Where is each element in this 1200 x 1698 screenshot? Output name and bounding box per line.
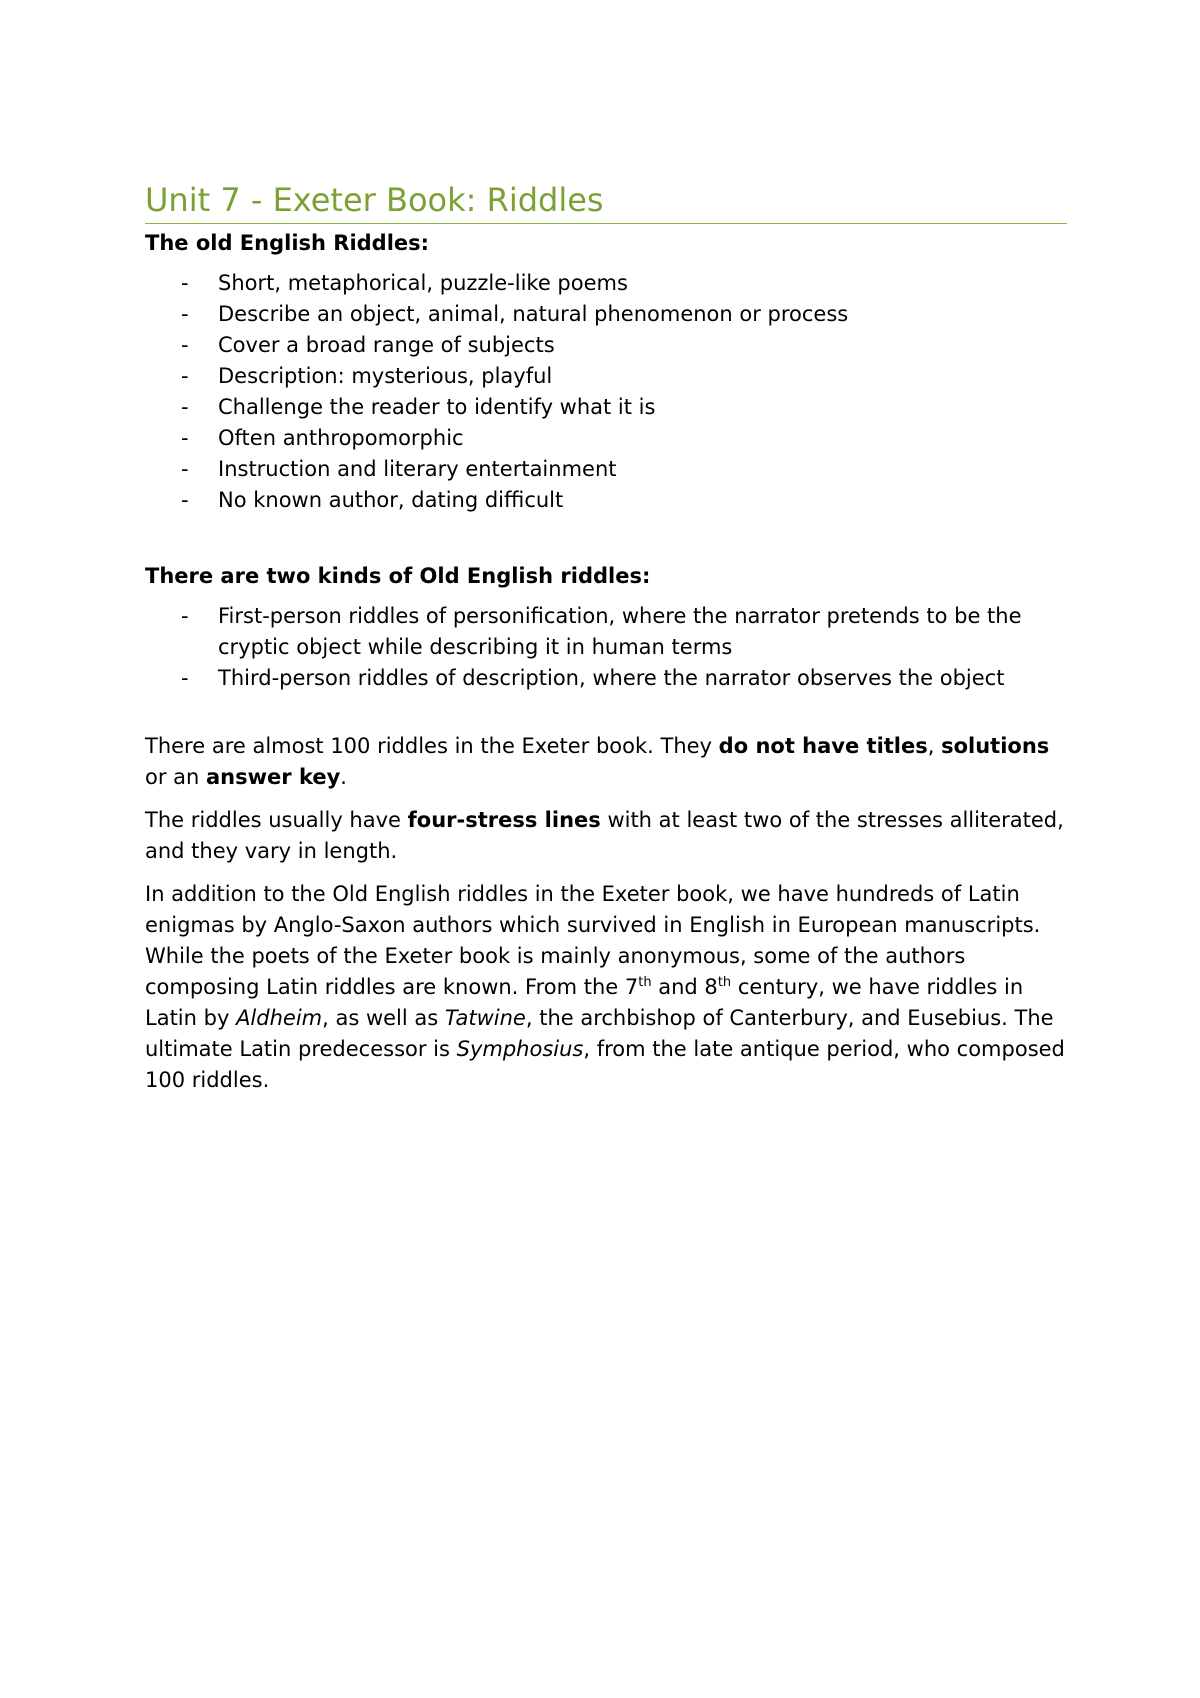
list-item [145, 423, 1067, 454]
text-run: century, we have riddles in Latin by [145, 975, 1024, 1030]
section-heading-old-english-riddles: The old English Riddles: [145, 231, 430, 255]
paragraph-stress-lines [145, 805, 1067, 867]
list-item-text: Often anthropomorphic [218, 426, 464, 450]
dash-bullet: - [181, 457, 189, 481]
list-item [145, 330, 1067, 361]
bold-run: answer key [206, 765, 341, 789]
list-item [145, 601, 1067, 663]
list-item-text: Cover a broad range of subjects [218, 333, 555, 357]
italic-run: Symphosius [456, 1037, 584, 1061]
dash-bullet: - [181, 302, 189, 326]
bold-run: four-stress lines [407, 808, 601, 832]
riddle-characteristics-list [145, 268, 1067, 516]
italic-run: Aldheim [236, 1006, 323, 1030]
text-run: , from the late antique period, who composed 100 riddles. [145, 1037, 1065, 1092]
list-item-text: Short, metaphorical, puzzle-like poems [218, 271, 628, 295]
dash-bullet: - [181, 333, 189, 357]
list-item [145, 392, 1067, 423]
text-run: , the archbishop of Canterbury, and Eusebius. The ultimate Latin predecessor is [145, 1006, 1054, 1061]
list-item [145, 268, 1067, 299]
list-item-text: Describe an object, animal, natural phenomenon or process [218, 302, 849, 326]
text-run: or an [145, 765, 207, 789]
superscript: th [638, 975, 652, 990]
text-run: with at least two of the stresses alliterated, and they vary in length. [145, 808, 1064, 863]
list-item-text: First-person riddles of personification, where the narrator pretends to be the cryptic object while describing it in human terms [218, 604, 1022, 659]
bold-run: solutions [941, 734, 1050, 758]
dash-bullet: - [181, 604, 189, 628]
dash-bullet: - [181, 364, 189, 388]
text-run: , [927, 734, 942, 758]
list-item [145, 663, 1067, 694]
page-title: Unit 7 - Exeter Book: Riddles [145, 180, 1067, 224]
text-run: There are almost 100 riddles in the Exeter book. They [145, 734, 719, 758]
text-run: In addition to the Old English riddles in the Exeter book, we have hundreds of Latin enigmas by Anglo-Saxon authors which survived in English in European manuscripts. While the poets of the Exeter book is mainly anonymous, some of the authors composing Latin riddles are known. From the 7 [145, 882, 1041, 999]
dash-bullet: - [181, 666, 189, 690]
paragraph-latin-enigmas [145, 879, 1067, 1096]
document-page [145, 180, 1067, 1108]
list-item-text: Challenge the reader to identify what it is [218, 395, 656, 419]
text-run: and 8 [651, 975, 718, 999]
list-item [145, 454, 1067, 485]
spacer [145, 694, 1067, 731]
dash-bullet: - [181, 395, 189, 419]
superscript: th [717, 975, 732, 990]
list-item [145, 299, 1067, 330]
section-heading-two-kinds: There are two kinds of Old English riddles: [145, 564, 651, 588]
spacer [145, 516, 1067, 557]
dash-bullet: - [181, 271, 189, 295]
list-item [145, 361, 1067, 392]
paragraph-exeter-book-count [145, 731, 1067, 793]
list-item-text: Third-person riddles of description, where the narrator observes the object [218, 666, 1005, 690]
italic-run: Tatwine [444, 1006, 526, 1030]
list-item-text: Description: mysterious, playful [218, 364, 553, 388]
list-item [145, 485, 1067, 516]
text-run: , as well as [322, 1006, 445, 1030]
list-item-text: Instruction and literary entertainment [218, 457, 617, 481]
dash-bullet: - [181, 426, 189, 450]
riddle-kinds-list [145, 601, 1067, 694]
dash-bullet: - [181, 488, 189, 512]
list-item-text: No known author, dating difficult [218, 488, 564, 512]
text-run: The riddles usually have [145, 808, 408, 832]
bold-run: do not have titles [718, 734, 928, 758]
text-run: . [340, 765, 347, 789]
